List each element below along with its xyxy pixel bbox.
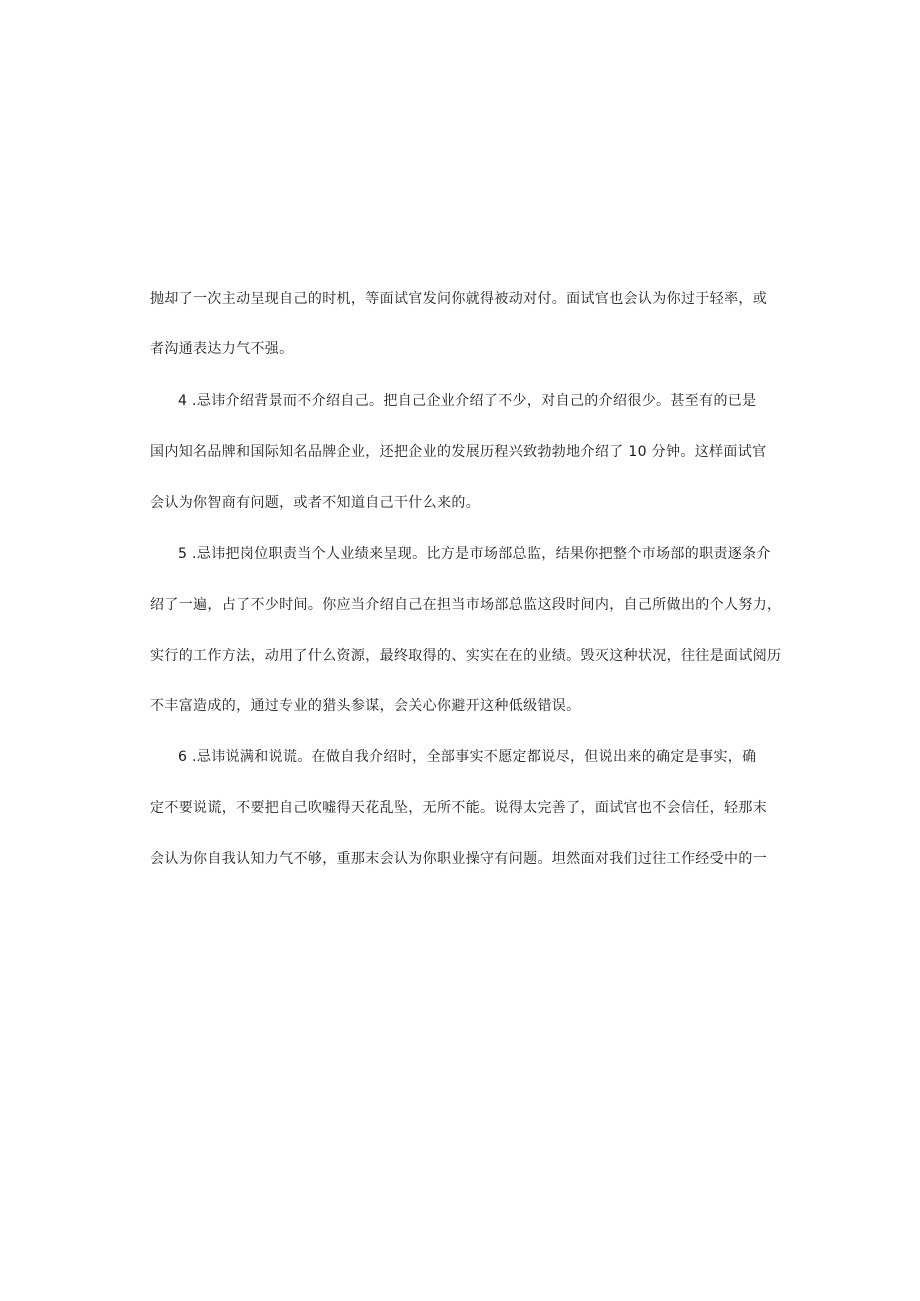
text-line-10: 6 .忌讳说满和说谎。在做自我介绍时，全部事实不愿定都说尽，但说出来的确定是事实，确 <box>178 749 757 765</box>
text-line-1: 抛却了一次主动呈现自己的时机，等面试官发问你就得被动对付。面试官也会认为你过于轻率，或 <box>150 291 768 307</box>
text-line-12: 会认为你自我认知力气不够，重那末会认为你职业操守有问题。坦然面对我们过往工作经受中的一 <box>150 851 768 867</box>
text-line-5: 会认为你智商有问题，或者不知道自己干什么来的。 <box>150 495 481 511</box>
text-line-4: 国内知名品牌和国际知名品牌企业，还把企业的发展历程兴致勃勃地介绍了 10 分钟。这样面试官 <box>150 444 767 460</box>
text-line-8: 实行的工作方法，动用了什么资源，最终取得的、实实在在的业绩。毁灭这种状况，往往是面试阅历 <box>150 648 782 664</box>
text-line-9: 不丰富造成的，通过专业的猎头参谋，会关心你避开这种低级错误。 <box>150 698 581 714</box>
text-line-3: 4 .忌讳介绍背景而不介绍自己。把自己企业介绍了不少，对自己的介绍很少。甚至有的已是 <box>178 393 757 409</box>
text-line-2: 者沟通表达力气不强。 <box>150 341 294 357</box>
text-line-7: 绍了一遍，占了不少时间。你应当介绍自己在担当市场部总监这段时间内，自己所做出的个人努力， <box>150 597 782 613</box>
text-line-11: 定不要说谎，不要把自己吹嘘得天花乱坠，无所不能。说得太完善了，面试官也不会信任，轻那末 <box>150 800 768 816</box>
text-line-6: 5 .忌讳把岗位职责当个人业绩来呈现。比方是市场部总监，结果你把整个市场部的职责逐条介 <box>178 546 771 562</box>
